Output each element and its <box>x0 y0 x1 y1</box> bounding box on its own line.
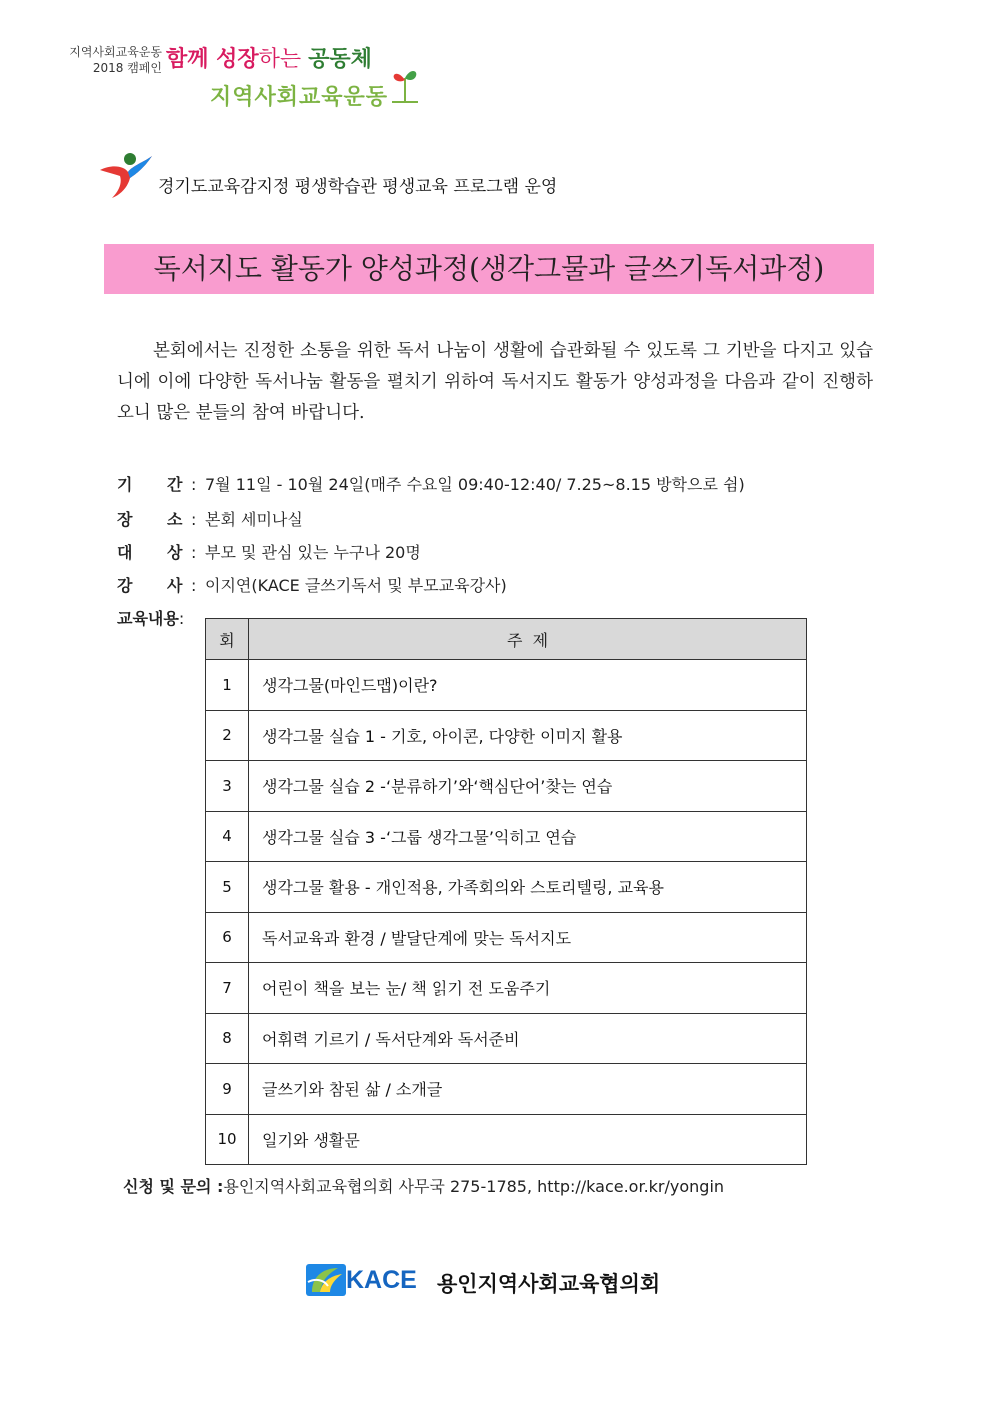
row-topic: 생각그물 실습 3 -‘그룹 생각그물’익히고 연습 <box>249 811 807 862</box>
row-num: 8 <box>206 1013 249 1064</box>
education-office-logo-icon <box>98 150 154 200</box>
contact-line <box>123 1174 724 1197</box>
slogan-part-c: 공동체 <box>308 47 372 72</box>
table-row <box>206 912 807 963</box>
slogan-part-b: 하는 <box>258 47 309 72</box>
row-topic: 생각그물(마인드맵)이란? <box>249 660 807 711</box>
row-num: 10 <box>206 1114 249 1165</box>
info-target: 대 상 : 부모 및 관심 있는 누구나 20명 <box>117 540 421 563</box>
info-lecturer: 강 사 : 이지연(KACE 글쓰기독서 및 부모교육강사) <box>117 573 507 596</box>
row-topic: 독서교육과 환경 / 발달단계에 맞는 독서지도 <box>249 912 807 963</box>
footer-brand: KACE <box>346 1266 417 1294</box>
row-num: 7 <box>206 963 249 1014</box>
contact-value[interactable]: 용인지역사회교육협의회 사무국 275-1785, http://kace.or.kr/yongin <box>223 1177 725 1196</box>
table-row <box>206 862 807 913</box>
intro-text: 본회에서는 진정한 소통을 위한 독서 나눔이 생활에 습관화될 수 있도록 그 기반을 다지고 있습니에 이에 다양한 독서나눔 활동을 펼치기 위하여 독서지도 활동가 양성과정을 다음과 같이 진행하오니 많은 분들의 참여 바랍니다. <box>117 341 873 423</box>
table-row <box>206 811 807 862</box>
table-row <box>206 710 807 761</box>
row-topic: 어휘력 기르기 / 독서단계와 독서준비 <box>249 1013 807 1064</box>
contact-label: 신청 및 문의 : <box>123 1177 224 1196</box>
table-row <box>206 963 807 1014</box>
org-program-line: 경기도교육감지정 평생학습관 평생교육 프로그램 운영 <box>158 177 558 197</box>
row-num: 1 <box>206 660 249 711</box>
info-target-label: 대 상 <box>117 543 183 562</box>
page-title: 독서지도 활동가 양성과정(생각그물과 글쓰기독서과정) <box>153 252 825 285</box>
table-row <box>206 1114 807 1165</box>
row-num: 2 <box>206 710 249 761</box>
campaign-label-line1: 지역사회교육운동 <box>69 45 162 59</box>
info-period: 기 간 : 7월 11일 - 10월 24일(매주 수요일 09:40-12:40/ 7.25~8.15 방학으로 쉼) <box>117 472 745 495</box>
info-lecturer-value: 이지연(KACE 글쓰기독서 및 부모교육강사) <box>205 576 507 595</box>
row-topic: 글쓰기와 참된 삶 / 소개글 <box>249 1064 807 1115</box>
row-num: 3 <box>206 761 249 812</box>
campaign-slogan <box>166 42 372 73</box>
info-lecturer-label: 강 사 <box>117 576 183 595</box>
row-topic: 어린이 책을 보는 눈/ 책 읽기 전 도움주기 <box>249 963 807 1014</box>
intro-paragraph <box>117 336 873 429</box>
table-header-row <box>206 619 807 660</box>
kace-logo-icon <box>306 1262 348 1298</box>
campaign-label-line2: 2018 캠페인 <box>92 61 162 75</box>
table-row <box>206 660 807 711</box>
header-topic: 주 제 <box>249 619 807 660</box>
row-num: 6 <box>206 912 249 963</box>
row-num: 4 <box>206 811 249 862</box>
info-period-value: 7월 11일 - 10월 24일(매주 수요일 09:40-12:40/ 7.25~8.15 방학으로 쉼) <box>205 475 745 494</box>
row-num: 9 <box>206 1064 249 1115</box>
info-place: 장 소 : 본회 세미나실 <box>117 507 303 530</box>
table-row <box>206 1064 807 1115</box>
sprout-icon <box>388 64 422 104</box>
header-session: 회 <box>206 619 249 660</box>
footer-org-name: 용인지역사회교육협의회 <box>437 1272 661 1296</box>
schedule-table <box>205 618 807 1165</box>
campaign-subtitle: 지역사회교육운동 <box>210 85 389 110</box>
row-topic: 일기와 생활문 <box>249 1114 807 1165</box>
row-topic: 생각그물 실습 1 - 기호, 아이콘, 다양한 이미지 활용 <box>249 710 807 761</box>
info-content-label: 교육내용: <box>117 609 185 628</box>
row-topic: 생각그물 활용 - 개인적용, 가족회의와 스토리텔링, 교육용 <box>249 862 807 913</box>
row-num: 5 <box>206 862 249 913</box>
slogan-part-a: 함께 성장 <box>166 47 259 72</box>
table-row <box>206 1013 807 1064</box>
info-place-label: 장 소 <box>117 510 183 529</box>
campaign-label <box>62 44 162 76</box>
table-row <box>206 761 807 812</box>
row-topic: 생각그물 실습 2 -‘분류하기’와‘핵심단어’찾는 연습 <box>249 761 807 812</box>
info-period-label: 기 간 <box>117 475 183 494</box>
info-place-value: 본회 세미나실 <box>205 510 303 529</box>
info-target-value: 부모 및 관심 있는 누구나 20명 <box>205 543 421 562</box>
